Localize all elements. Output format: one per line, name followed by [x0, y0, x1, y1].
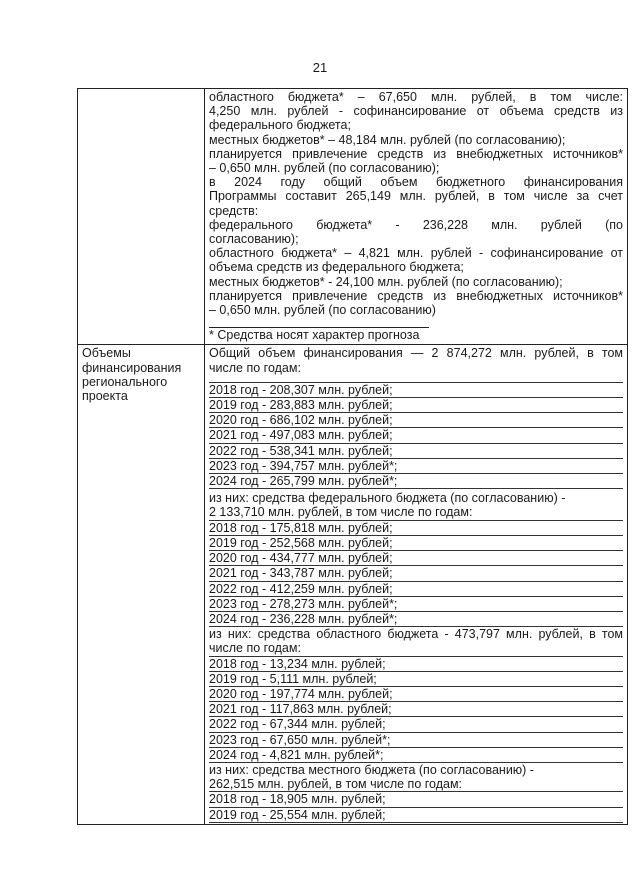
text-line: местных бюджетов* – 48,184 млн. рублей (по согласованию);: [209, 132, 566, 147]
year-line: 2022 год - 67,344 млн. рублей;: [209, 717, 623, 732]
year-line: 2021 год - 343,787 млн. рублей;: [209, 566, 623, 581]
text-line: областного бюджета* – 67,650 млн. рублей, в том числе:: [209, 90, 623, 104]
year-line: 2023 год - 278,273 млн. рублей*;: [209, 597, 623, 612]
year-line: 2018 год - 13,234 млн. рублей;: [209, 656, 623, 672]
text-line: Программы составит 265,149 млн. рублей, в том числе за счет: [209, 189, 623, 204]
text-line: объема средств из федерального бюджета;: [209, 260, 464, 275]
text-line: федерального бюджета* - 236,228 млн. рублей (по: [209, 217, 623, 232]
footnote: * Средства носят характер прогноза: [209, 328, 420, 343]
text-line: из них: средства местного бюджета (по согласованию) -: [209, 762, 534, 777]
year-line: 2020 год - 434,777 млн. рублей;: [209, 551, 623, 566]
years-local-list: [209, 791, 623, 822]
year-line: 2018 год - 208,307 млн. рублей;: [209, 382, 623, 398]
years-total-list: [209, 382, 623, 489]
project-funding-cell: [205, 345, 628, 824]
year-line: 2024 год - 4,821 млн. рублей*;: [209, 748, 623, 763]
total-funding-intro: [209, 346, 623, 374]
text-line: местных бюджетов* - 24,100 млн. рублей (по согласованию);: [209, 274, 563, 289]
year-line: 2022 год - 412,259 млн. рублей;: [209, 582, 623, 597]
federal-funding-intro: [209, 491, 623, 519]
years-regional-list: [209, 656, 623, 763]
local-funding-intro: [209, 763, 623, 791]
text-line: 2 133,710 млн. рублей, в том числе по годам:: [209, 505, 473, 520]
year-line: 2023 год - 67,650 млн. рублей*;: [209, 733, 623, 748]
year-line: 2024 год - 236,228 млн. рублей*;: [209, 612, 623, 627]
text-line: – 0,650 млн. рублей (по согласованию);: [209, 161, 440, 176]
document-table: [77, 88, 628, 825]
text-line: числе по годам:: [209, 360, 301, 375]
year-line: 2018 год - 18,905 млн. рублей;: [209, 791, 623, 807]
row-label: [78, 345, 205, 824]
text-line: из них: средства областного бюджета - 473,797 млн. рублей, в том: [209, 627, 623, 642]
year-line: 2019 год - 283,883 млн. рублей;: [209, 398, 623, 413]
funding-sources-text: [209, 90, 623, 317]
label-cell-empty: [78, 89, 205, 345]
year-line: 2019 год - 25,554 млн. рублей;: [209, 808, 623, 823]
years-federal-list: [209, 520, 623, 627]
regional-funding-intro: [209, 627, 623, 655]
text-line: в 2024 году общий объем бюджетного финансирования: [209, 175, 623, 190]
text-line: – 0,650 млн. рублей (по согласованию): [209, 303, 436, 318]
funding-sources-cell: [205, 89, 628, 345]
text-line: числе по годам:: [209, 641, 301, 656]
text-line: согласованию);: [209, 232, 299, 247]
year-line: 2022 год - 538,341 млн. рублей;: [209, 444, 623, 459]
year-line: 2020 год - 197,774 млн. рублей;: [209, 687, 623, 702]
year-line: 2020 год - 686,102 млн. рублей;: [209, 413, 623, 428]
text-line: Общий объем финансирования — 2 874,272 млн. рублей, в том: [209, 346, 623, 361]
text-line: из них: средства федерального бюджета (по согласованию) -: [209, 491, 566, 506]
year-line: 2019 год - 5,111 млн. рублей;: [209, 672, 623, 687]
year-line: 2018 год - 175,818 млн. рублей;: [209, 520, 623, 536]
text-line: средств:: [209, 203, 259, 218]
year-line: 2023 год - 394,757 млн. рублей*;: [209, 459, 623, 474]
year-line: 2024 год - 265,799 млн. рублей*;: [209, 474, 623, 489]
text-line: 4,250 млн. рублей - софинансирование от объема средств из: [209, 104, 623, 119]
year-line: 2021 год - 497,083 млн. рублей;: [209, 428, 623, 443]
year-line: 2021 год - 117,863 млн. рублей;: [209, 702, 623, 717]
text-line: федерального бюджета;: [209, 118, 351, 133]
year-line: 2019 год - 252,568 млн. рублей;: [209, 536, 623, 551]
page-number: 21: [312, 60, 328, 75]
row-label-text: Объемы финансирования регионального проекта: [82, 346, 182, 404]
text-line: 262,515 млн. рублей, в том числе по годам:: [209, 777, 463, 792]
table-row: [78, 89, 628, 345]
text-line: планируется привлечение средств из внебюджетных источников*: [209, 146, 623, 161]
text-line: планируется привлечение средств из внебюджетных источников*: [209, 288, 623, 303]
text-line: областного бюджета* – 4,821 млн. рублей - софинансирование от: [209, 246, 623, 261]
table-row: [78, 345, 628, 824]
